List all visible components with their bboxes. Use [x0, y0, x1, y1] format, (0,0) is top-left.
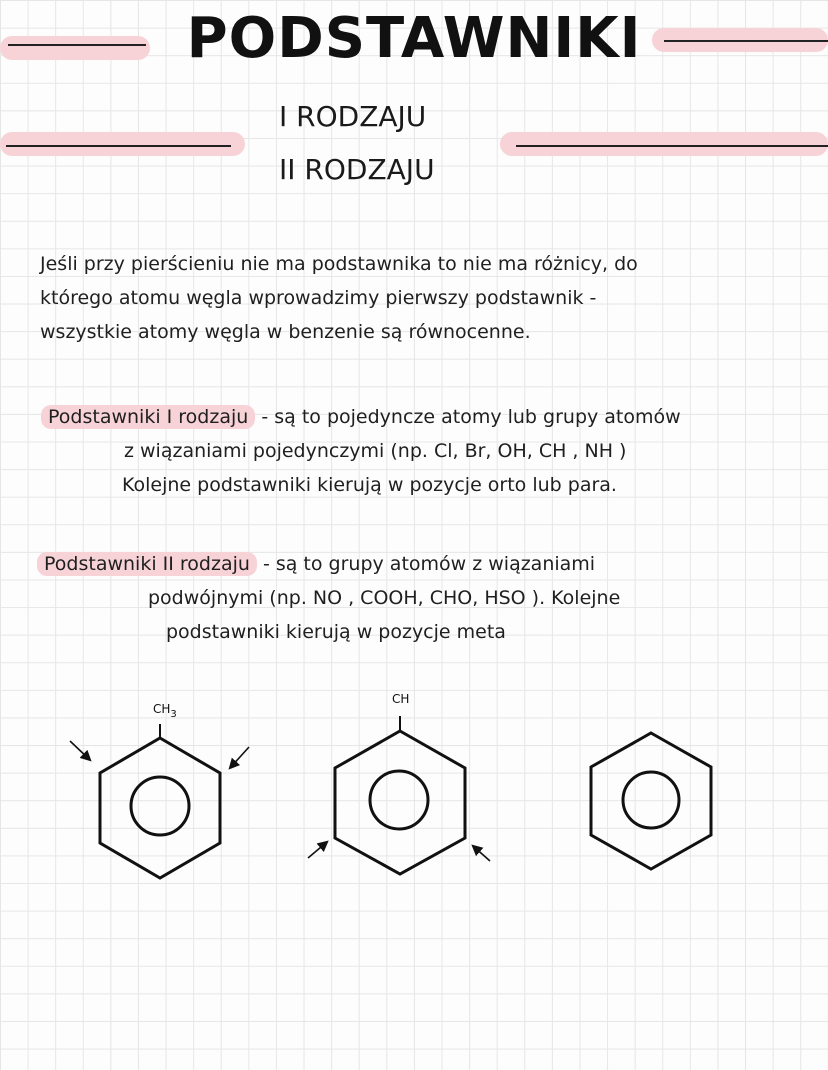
subtitle-type2: II RODZAJU: [279, 153, 435, 186]
type1-line-2: z wiązaniami pojedynczymi (np. Cl, Br, OH, CH , NH ): [124, 440, 627, 462]
benzene-ring-plain: [591, 733, 711, 869]
type2-line-3: podstawniki kierują w pozycje meta: [166, 621, 506, 643]
aromatic-circle-1: [131, 777, 189, 835]
benzene-ring-toluene: [70, 702, 249, 878]
ortho-arrow-left: [70, 741, 90, 760]
type2-tag: Podstawniki II rodzaju: [37, 552, 257, 576]
subtitle-type1: I RODZAJU: [279, 100, 427, 133]
ortho-arrow-right: [230, 747, 249, 768]
type2-line-1-text: - są to grupy atomów z wiązaniami: [262, 553, 596, 575]
meta-arrow-right: [473, 846, 490, 861]
benzene-ring-meta: [308, 692, 490, 874]
ring1-label: $CH_3$: [153, 702, 177, 720]
ring2-label: CH: [392, 692, 410, 706]
type2-line-2: podwójnymi (np. NO , COOH, CHO, HSO ). Kolejne: [148, 587, 621, 609]
intro-line-3: wszystkie atomy węgla w benzenie są równocenne.: [40, 321, 531, 343]
type1-tag: Podstawniki I rodzaju: [41, 405, 255, 429]
intro-line-2: którego atomu węgla wprowadzimy pierwszy podstawnik -: [40, 287, 597, 309]
hexagon-1: [100, 738, 220, 878]
intro-line-1: Jeśli przy pierścieniu nie ma podstawnika to nie ma różnicy, do: [40, 253, 638, 275]
meta-arrow-left: [308, 842, 327, 858]
hexagon-2: [335, 731, 465, 874]
type1-line-3: Kolejne podstawniki kierują w pozycje orto lub para.: [122, 474, 617, 496]
hexagon-3: [591, 733, 711, 869]
type1-line-1-text: - są to pojedyncze atomy lub grupy atomów: [261, 406, 681, 428]
aromatic-circle-3: [623, 772, 679, 828]
aromatic-circle-2: [370, 771, 428, 829]
page-title: PODSTAWNIKI: [186, 6, 642, 71]
